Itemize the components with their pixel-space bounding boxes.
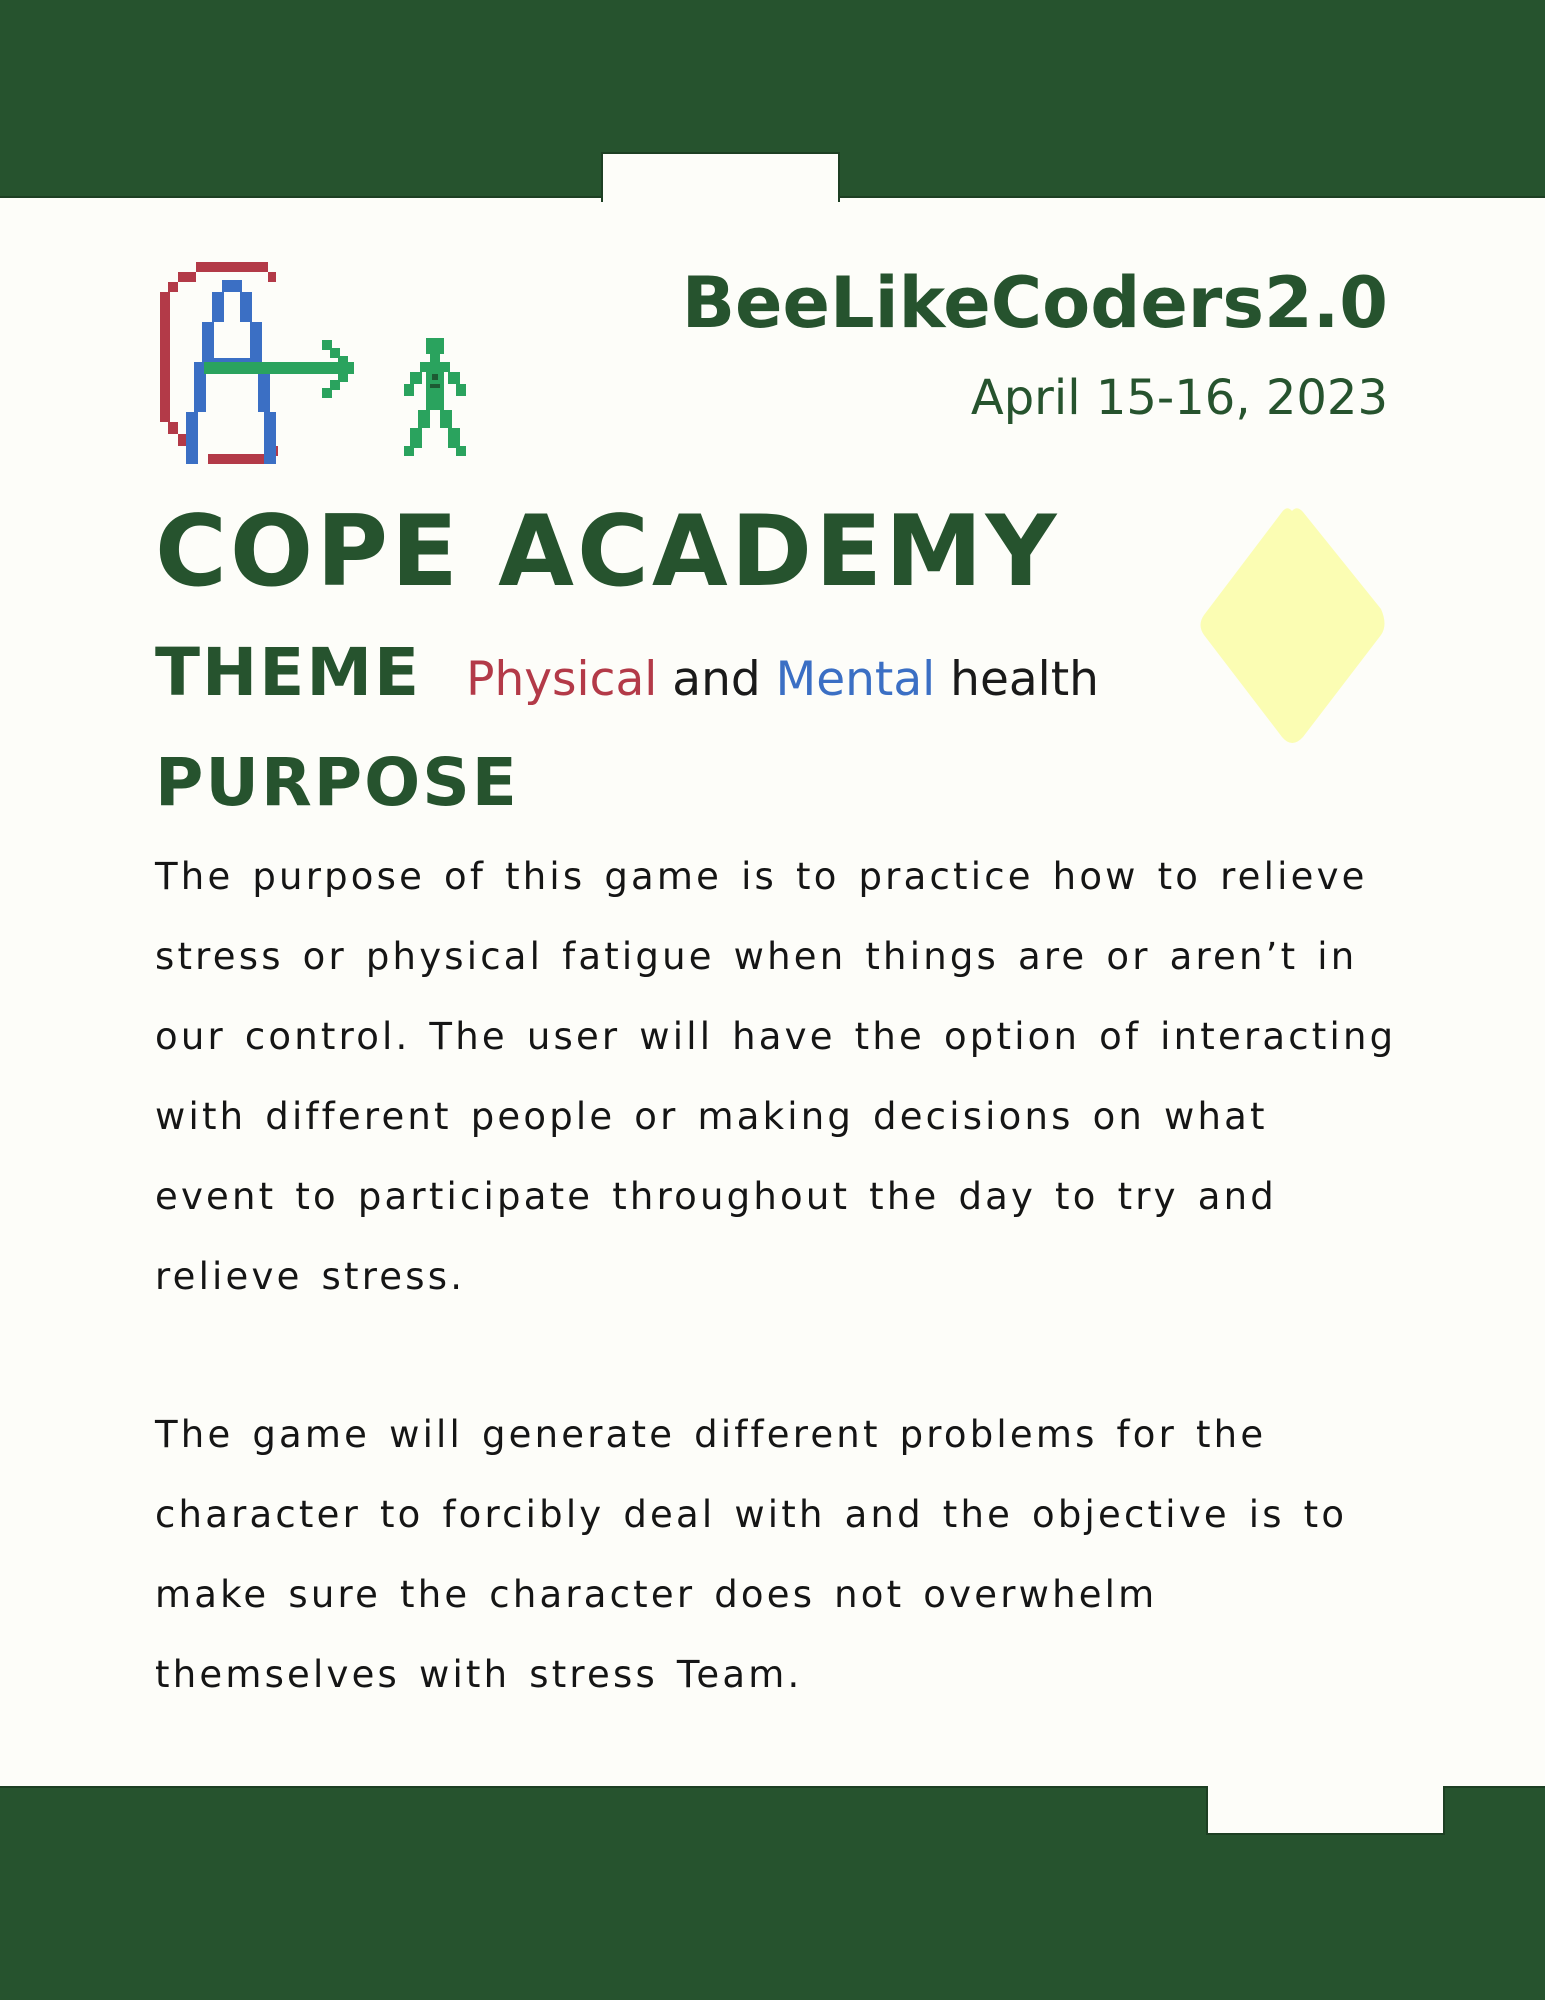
event-name: BeeLikeCoders2.0 bbox=[681, 262, 1388, 344]
event-date: April 15-16, 2023 bbox=[970, 370, 1388, 426]
pixel-logo-icon bbox=[160, 262, 480, 472]
purpose-paragraph-1: The purpose of this game is to practice how to relieve stress or physical fatigue when things are or aren’t in our control. The user will have the option of interacting with different people or making decisions on what event to participate throughout the day to try and relieve stress. bbox=[155, 855, 1397, 1298]
theme-mental: Mental bbox=[775, 652, 936, 707]
page-title: COPE ACADEMY bbox=[155, 495, 1060, 609]
theme-heading: THEME bbox=[155, 634, 422, 711]
theme-row bbox=[155, 634, 1099, 711]
pixel-person-icon bbox=[404, 338, 466, 456]
purpose-heading: PURPOSE bbox=[155, 744, 519, 821]
theme-health: health bbox=[950, 652, 1099, 707]
theme-and: and bbox=[672, 652, 761, 707]
theme-text bbox=[466, 652, 1099, 707]
purpose-paragraph-2: The game will generate different problems for the character to forcibly deal with and the objective is to make sure the character does not overwhelm themselves with stress Team. bbox=[155, 1413, 1348, 1696]
top-banner-notch bbox=[601, 152, 840, 202]
theme-physical: Physical bbox=[466, 652, 658, 707]
bottom-banner-notch bbox=[1206, 1786, 1445, 1835]
diamond-icon bbox=[1195, 505, 1390, 745]
